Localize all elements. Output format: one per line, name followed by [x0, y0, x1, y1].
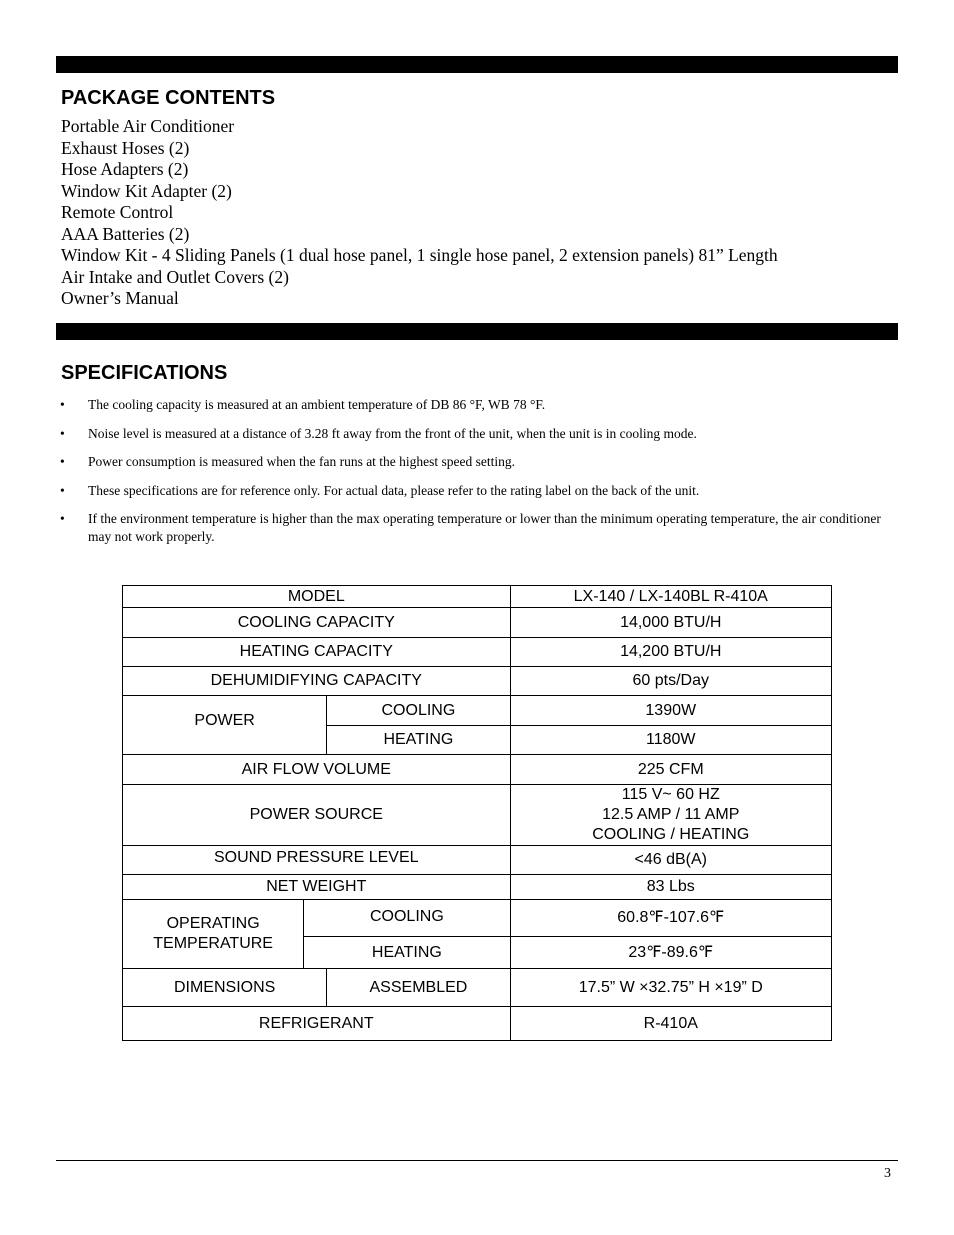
operating-cooling-label: COOLING	[369, 907, 444, 925]
power-source-line: 115 V~ 60 HZ	[621, 786, 720, 803]
list-item: Exhaust Hoses (2)	[61, 137, 190, 158]
table-cell-label: DEHUMIDIFYING CAPACITY	[123, 667, 511, 696]
spec-note	[60, 482, 895, 500]
spec-note-text: These specifications are for reference only. For actual data, please refer to the rating label on the back of the unit.	[88, 483, 700, 498]
table-row	[123, 696, 832, 726]
table-row	[123, 846, 832, 875]
table-cell-value: <46 dB(A)	[510, 846, 831, 875]
specifications-heading: SPECIFICATIONS	[61, 362, 228, 384]
table-cell-sublabel: HEATING	[327, 726, 510, 755]
list-item: Air Intake and Outlet Covers (2)	[61, 266, 289, 287]
table-cell-value: 17.5” W ×32.75” H ×19” D	[510, 969, 831, 1007]
power-source-line: 12.5 AMP / 11 AMP	[602, 806, 740, 823]
table-cell-value	[510, 785, 831, 846]
table-cell-label: DIMENSIONS	[123, 969, 327, 1007]
bullet-icon: •	[60, 483, 65, 498]
list-item: AAA Batteries (2)	[61, 223, 190, 244]
operating-label-line: TEMPERATURE	[153, 935, 273, 952]
operating-label-line: OPERATING	[166, 915, 260, 932]
table-row	[123, 586, 832, 608]
bullet-icon: •	[60, 454, 65, 469]
spec-note	[60, 425, 895, 443]
table-cell-sublabel: COOLING	[327, 696, 510, 726]
power-source-line: COOLING / HEATING	[592, 826, 750, 843]
spec-note-text: Noise level is measured at a distance of 3.28 ft away from the front of the unit, when the unit is in cooling mode.	[88, 426, 697, 441]
table-row	[123, 875, 832, 900]
table-row	[123, 785, 832, 846]
table-cell-value: 14,200 BTU/H	[510, 638, 831, 667]
table-row	[123, 755, 832, 785]
table-row	[123, 900, 832, 937]
table-cell-value: 23℉-89.6℉	[510, 937, 831, 969]
bullet-icon: •	[60, 426, 65, 441]
list-item: Hose Adapters (2)	[61, 159, 189, 179]
table-row	[123, 1007, 832, 1041]
table-cell-label	[123, 900, 304, 969]
table-cell-value: 1180W	[510, 726, 831, 755]
list-item: Remote Control	[61, 202, 174, 222]
spec-note	[60, 453, 895, 471]
table-cell-value: 60.8℉-107.6℉	[510, 900, 831, 937]
footer-rule	[56, 1160, 898, 1161]
table-cell-label: REFRIGERANT	[123, 1007, 511, 1041]
table-cell-label: COOLING CAPACITY	[123, 608, 511, 638]
table-cell-label: HEATING CAPACITY	[123, 638, 511, 667]
list-item: Window Kit Adapter (2)	[61, 180, 232, 201]
list-item: Owner’s Manual	[61, 288, 179, 308]
section-divider-bar	[56, 56, 898, 73]
table-cell-label	[123, 696, 327, 755]
table-cell-label: AIR FLOW VOLUME	[123, 755, 511, 785]
table-cell-label	[123, 846, 511, 875]
page-number: 3	[884, 1166, 891, 1181]
spec-note	[60, 396, 895, 414]
table-cell-value: 225 CFM	[510, 755, 831, 785]
bullet-icon: •	[60, 511, 65, 526]
spec-note	[60, 510, 895, 546]
table-cell-value: 60 pts/Day	[510, 667, 831, 696]
list-item: Window Kit - 4 Sliding Panels (1 dual hose panel, 1 single hose panel, 2 extension panels) 81” Length	[61, 245, 778, 265]
table-cell-value: R-410A	[510, 1007, 831, 1041]
table-row	[123, 667, 832, 696]
sound-label: SOUND PRESSURE LEVEL	[214, 849, 419, 866]
spec-note-text: If the environment temperature is higher than the max operating temperature or lower than the minimum operating temperature, the air conditioner may not work properly.	[88, 511, 881, 544]
table-cell-label: MODEL	[123, 586, 511, 608]
table-cell-sublabel	[304, 900, 510, 937]
spec-note-text: The cooling capacity is measured at an ambient temperature of DB 86 °F, WB 78 °F.	[88, 397, 546, 412]
spec-note-text: Power consumption is measured when the fan runs at the highest speed setting.	[88, 454, 516, 469]
specifications-table	[122, 585, 832, 1041]
table-cell-value: 14,000 BTU/H	[510, 608, 831, 638]
bullet-icon: •	[60, 397, 65, 412]
list-item: Portable Air Conditioner	[61, 116, 235, 136]
table-cell-value: 83 Lbs	[510, 875, 831, 900]
package-contents-list	[61, 116, 778, 310]
table-cell-sublabel: ASSEMBLED	[327, 969, 510, 1007]
table-cell-value: LX-140 / LX-140BL R-410A	[510, 586, 831, 608]
table-cell-label: NET WEIGHT	[123, 875, 511, 900]
table-row	[123, 608, 832, 638]
table-cell-value: 1390W	[510, 696, 831, 726]
package-contents-heading: PACKAGE CONTENTS	[61, 87, 276, 109]
power-label: POWER	[194, 712, 255, 729]
table-row	[123, 969, 832, 1007]
section-divider-bar	[56, 323, 898, 340]
table-cell-label: POWER SOURCE	[123, 785, 511, 846]
table-row	[123, 638, 832, 667]
table-cell-sublabel: HEATING	[304, 937, 510, 969]
